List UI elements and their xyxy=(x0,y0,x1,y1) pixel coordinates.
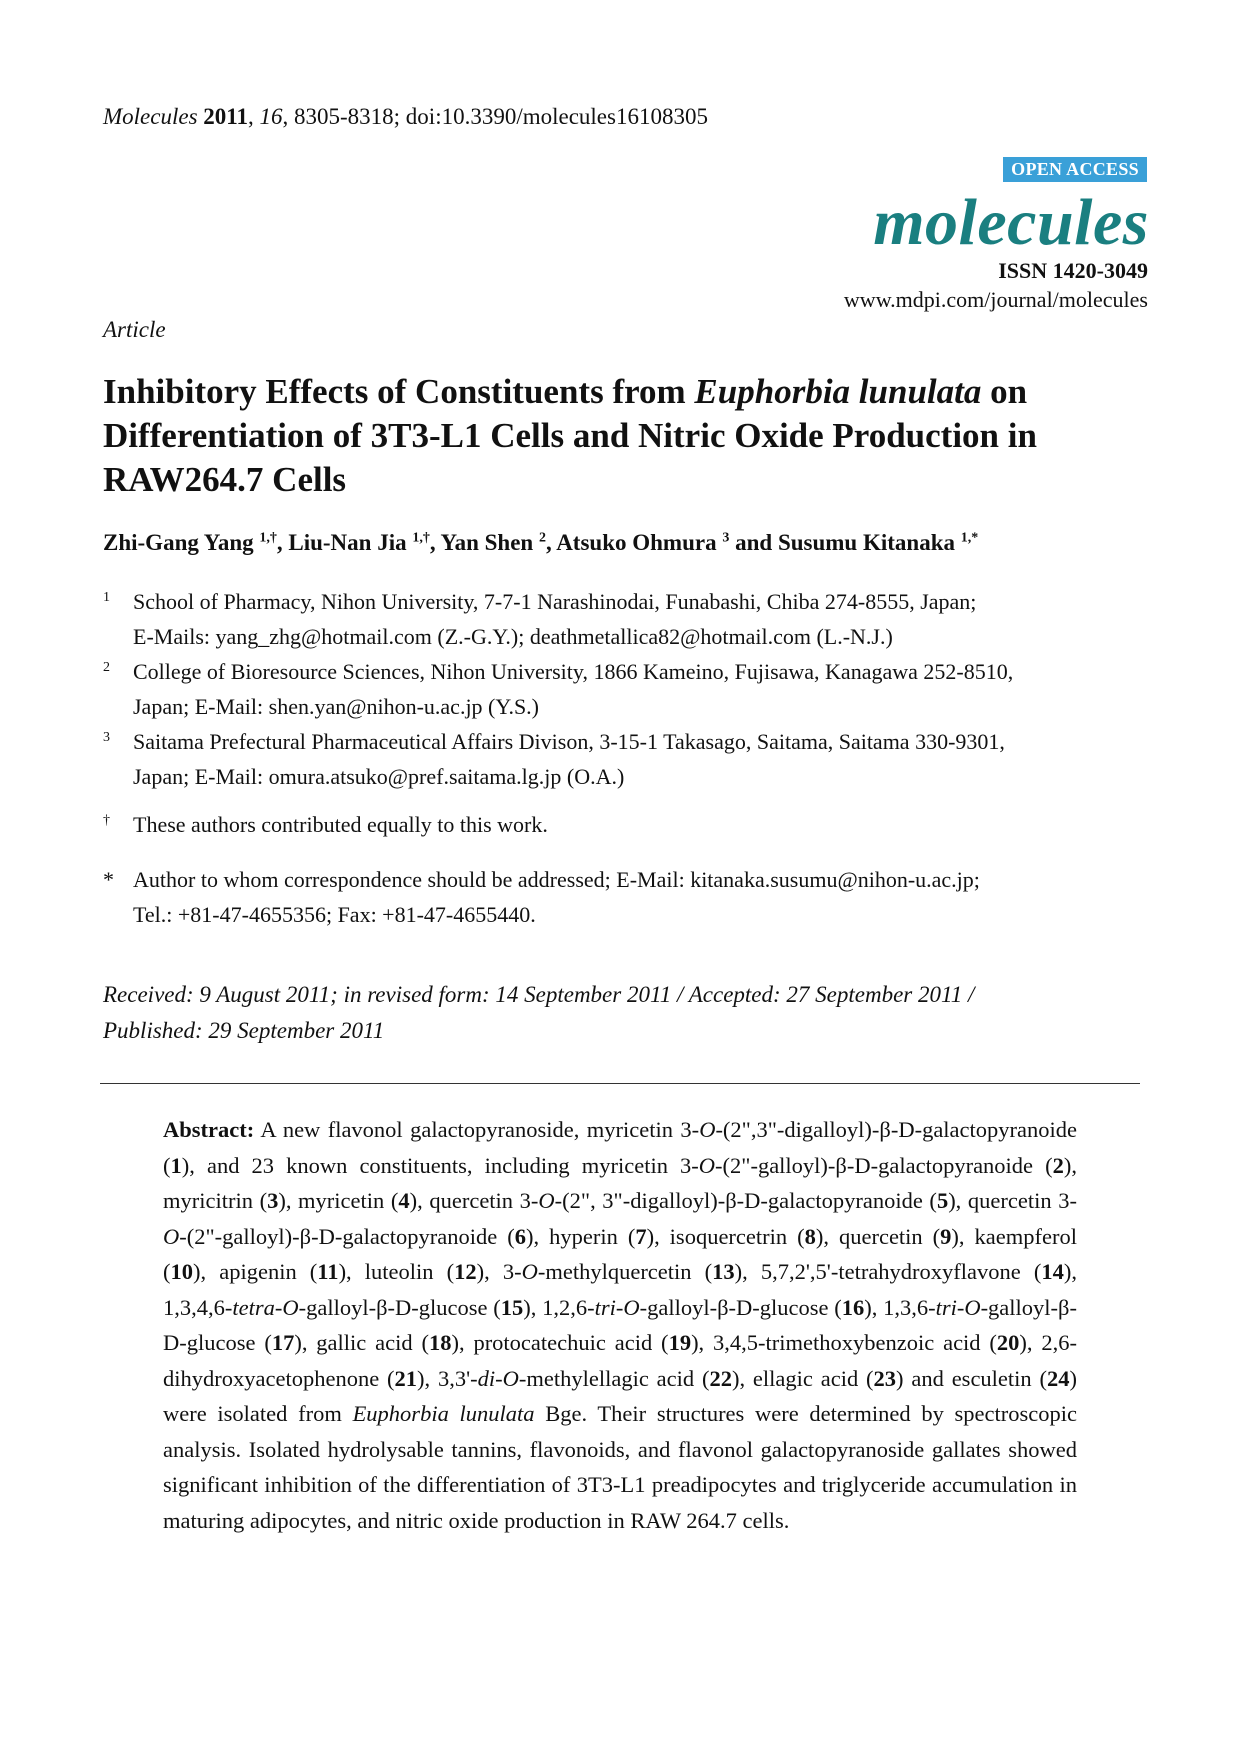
compound-number: 24 xyxy=(1047,1365,1070,1391)
abstract-text: ), 3- xyxy=(476,1259,522,1284)
author-sep: , xyxy=(429,530,441,555)
abstract-text: -glucose ( xyxy=(179,1330,272,1355)
abstract-text: D xyxy=(395,1294,412,1320)
abstract-text: ) were isolated from xyxy=(163,1365,1077,1426)
abstract-text: -methylellagic acid ( xyxy=(518,1365,710,1391)
author-sep: , xyxy=(276,530,289,555)
abstract-text: O xyxy=(538,1188,555,1213)
abstract-text: O xyxy=(521,1259,538,1284)
author-name: Yan Shen xyxy=(440,530,534,555)
compound-number: 23 xyxy=(873,1365,897,1391)
abstract-text: ), quercetin ( xyxy=(815,1223,941,1249)
compound-number: 22 xyxy=(709,1365,732,1391)
publication-dates xyxy=(103,977,1153,1049)
affiliation-line: Saitama Prefectural Pharmaceutical Affairs Divison, 3-15-1 Takasago, Saitama, Saitama 330-9301, xyxy=(133,729,1005,754)
abstract-text: ), gallic acid ( xyxy=(294,1330,429,1355)
issn: ISSN 1420-3049 xyxy=(998,258,1148,283)
compound-number: 17 xyxy=(271,1330,295,1355)
compound-number: 2 xyxy=(1052,1152,1064,1178)
compound-number: 11 xyxy=(317,1259,339,1284)
equal-contribution-text: These authors contributed equally to this work. xyxy=(133,812,548,837)
citation-line: Molecules 2011, 16, 8305-8318; doi:10.3390/molecules16108305 xyxy=(103,104,708,129)
compound-number: 14 xyxy=(1041,1259,1064,1284)
abstract-text: -galactopyranoide ( xyxy=(760,1188,937,1213)
abstract-text: O xyxy=(699,1117,716,1142)
compound-number: 3 xyxy=(267,1188,279,1213)
dates-line: Received: 9 August 2011; in revised form: 14 September 2011 / Accepted: 27 September 2011 / xyxy=(103,982,975,1007)
affiliation-line: School of Pharmacy, Nihon University, 7-7-1 Narashinodai, Funabashi, Chiba 274-8555, Japan; xyxy=(133,589,977,614)
affiliation-mark: 3 xyxy=(103,730,110,745)
abstract-label: Abstract: xyxy=(163,1117,255,1142)
abstract-text: ), 1,3,4,6- xyxy=(163,1259,1077,1320)
correspondence-note xyxy=(103,862,1153,932)
author-sup: 2 xyxy=(538,530,546,546)
compound-number: 5 xyxy=(936,1188,949,1213)
asterisk-mark: * xyxy=(103,867,114,892)
abstract-text: ), 2,6-dihydroxyacetophenone ( xyxy=(163,1330,1077,1391)
compound-number: 7 xyxy=(635,1223,647,1249)
compound-number: 15 xyxy=(500,1294,524,1320)
title-part2: on Differentiation of 3T3-L1 Cells and Nitric Oxide Production in RAW264.7 Cells xyxy=(103,372,1037,499)
abstract-text: -(2", 3"-digalloyl)-β- xyxy=(554,1188,745,1213)
author-list xyxy=(103,530,978,556)
abstract-text: D xyxy=(854,1152,871,1178)
compound-number: 20 xyxy=(996,1330,1020,1355)
author-name: Susumu Kitanaka xyxy=(777,530,955,555)
abstract-text: -galloyl-β- xyxy=(639,1294,737,1320)
compound-number: 18 xyxy=(428,1330,452,1355)
compound-number: 4 xyxy=(398,1188,410,1213)
affiliation-line: Japan; E-Mail: shen.yan@nihon-u.ac.jp (Y.S.) xyxy=(133,694,540,719)
abstract-text: ), myricitrin ( xyxy=(163,1152,1078,1213)
abstract-text: D xyxy=(898,1117,915,1142)
compound-number: 12 xyxy=(454,1259,477,1284)
author-sup: 1,† xyxy=(412,530,430,546)
abstract-text: Euphorbia lunulata xyxy=(352,1401,535,1426)
citation-volume: 16 xyxy=(259,104,283,129)
abstract-text: D xyxy=(163,1330,180,1355)
author-name: Zhi-Gang Yang xyxy=(103,530,254,555)
abstract-text: ), hyperin ( xyxy=(526,1223,636,1249)
abstract-text: tri-O xyxy=(935,1294,981,1320)
compound-number: 10 xyxy=(170,1259,193,1284)
abstract-text: ), quercetin 3- xyxy=(948,1188,1077,1213)
compound-number: 6 xyxy=(514,1223,526,1249)
abstract-text: ), 5,7,2',5'-tetrahydroxyflavone ( xyxy=(734,1259,1042,1284)
abstract-text: tri-O xyxy=(594,1294,640,1320)
open-access-badge: OPEN ACCESS xyxy=(1003,157,1147,182)
paper-title xyxy=(103,370,1153,502)
author-sup: 1,* xyxy=(960,530,979,546)
abstract-text: -galactopyranoide ( xyxy=(334,1223,515,1249)
abstract-text: -methylquercetin ( xyxy=(537,1259,713,1284)
compound-number: 21 xyxy=(394,1365,418,1391)
affiliation-line: College of Bioresource Sciences, Nihon University, 1866 Kameino, Fujisawa, Kanagawa 252-8510, xyxy=(133,659,1014,684)
equal-contribution-note xyxy=(103,807,1153,842)
abstract-text: ), 1,2,6- xyxy=(523,1294,595,1320)
abstract-text: ), luteolin ( xyxy=(338,1259,455,1284)
abstract-text: ), myricetin ( xyxy=(278,1188,399,1213)
abstract-text: ), quercetin 3- xyxy=(409,1188,539,1213)
abstract-text: -(2"-galloyl)-β- xyxy=(179,1223,319,1249)
affiliation-mark: 2 xyxy=(103,660,110,675)
section-divider xyxy=(100,1083,1140,1084)
affiliation-line: Japan; E-Mail: omura.atsuko@pref.saitama.lg.jp (O.A.) xyxy=(133,764,625,789)
abstract-text: -(2",3"-digalloyl)-β- xyxy=(715,1117,899,1142)
affiliation-mark: 1 xyxy=(103,590,110,605)
title-species: Euphorbia lunulata xyxy=(694,372,982,411)
abstract-text: -galloyl-β- xyxy=(980,1294,1077,1320)
article-type: Article xyxy=(103,317,166,342)
abstract-text: Bge. Their structures were determined by spectroscopic analysis. Isolated hydrolysable tannins, flavonoids, and flavonol galactopyranoside gallates showed significant inhibition of the differentiation of 3T3-L1 preadipocytes and triglyceride accumulation in maturing adipocytes, and nitric oxide production in RAW 264.7 cells. xyxy=(163,1401,1077,1533)
abstract-text: ), isoquercetrin ( xyxy=(646,1223,805,1249)
abstract-text: ), 3,4,5-trimethoxybenzoic acid ( xyxy=(691,1330,997,1355)
abstract-text: ), 1,3,6- xyxy=(864,1294,936,1320)
journal-logo: molecules xyxy=(873,186,1149,259)
abstract-text: O xyxy=(163,1223,180,1249)
compound-number: 16 xyxy=(841,1294,865,1320)
author-sep: , xyxy=(545,530,557,555)
compound-number: 13 xyxy=(712,1259,735,1284)
author-sep: and xyxy=(729,530,778,555)
correspondence-line: Author to whom correspondence should be addressed; E-Mail: kitanaka.susumu@nihon-u.ac.jp; xyxy=(133,867,980,892)
affiliations xyxy=(103,584,1153,932)
abstract-text: A new flavonol galactopyranoside, myricetin 3- xyxy=(254,1117,700,1142)
author-sup: 3 xyxy=(722,530,730,546)
abstract-text: D xyxy=(744,1188,761,1213)
affiliation-1 xyxy=(103,584,1153,654)
author-name: Atsuko Ohmura xyxy=(556,530,717,555)
abstract-text: -(2"-galloyl)-β- xyxy=(715,1152,855,1178)
compound-number: 19 xyxy=(668,1330,692,1355)
abstract-text: O xyxy=(698,1152,716,1178)
compound-number: 9 xyxy=(940,1223,952,1249)
abstract-text: -galactopyranoide ( xyxy=(163,1117,1077,1178)
dates-line: Published: 29 September 2011 xyxy=(103,1018,385,1043)
abstract-text: ), apigenin ( xyxy=(193,1259,318,1284)
author-name: Liu-Nan Jia xyxy=(288,530,407,555)
journal-url[interactable]: www.mdpi.com/journal/molecules xyxy=(843,287,1148,312)
abstract-text: -glucose ( xyxy=(752,1294,842,1320)
abstract-text: ), ellagic acid ( xyxy=(731,1365,874,1391)
citation-year: 2011 xyxy=(203,104,248,129)
abstract-text: ), and 23 known constituents, including myricetin 3- xyxy=(181,1152,699,1178)
abstract-text: ), 3,3'- xyxy=(417,1365,478,1391)
affiliation-2 xyxy=(103,654,1153,724)
affiliation-line: E-Mails: yang_zhg@hotmail.com (Z.-G.Y.); deathmetallica82@hotmail.com (L.-N.J.) xyxy=(133,624,893,649)
abstract-text: D xyxy=(736,1294,753,1320)
abstract-text: -galloyl-β- xyxy=(298,1294,396,1320)
abstract-text: -galactopyranoide ( xyxy=(870,1152,1053,1178)
abstract xyxy=(163,1112,1077,1538)
compound-number: 8 xyxy=(804,1223,816,1249)
abstract-text: -glucose ( xyxy=(411,1294,501,1320)
title-part1: Inhibitory Effects of Constituents from xyxy=(103,372,695,411)
abstract-text: di-O xyxy=(477,1365,519,1391)
abstract-text: tetra-O xyxy=(232,1294,299,1320)
abstract-text: D xyxy=(318,1223,335,1249)
correspondence-line: Tel.: +81-47-4655356; Fax: +81-47-4655440. xyxy=(133,902,536,927)
compound-number: 1 xyxy=(170,1152,182,1178)
citation-rest: , 8305-8318; doi:10.3390/molecules16108305 xyxy=(282,104,708,129)
abstract-text: ), protocatechuic acid ( xyxy=(451,1330,669,1355)
affiliation-3 xyxy=(103,724,1153,794)
abstract-text: ) and esculetin ( xyxy=(896,1365,1047,1391)
dagger-mark: † xyxy=(103,813,110,828)
citation-journal: Molecules xyxy=(103,104,198,129)
author-sup: 1,† xyxy=(259,530,277,546)
abstract-text: ), kaempferol ( xyxy=(163,1223,1077,1284)
